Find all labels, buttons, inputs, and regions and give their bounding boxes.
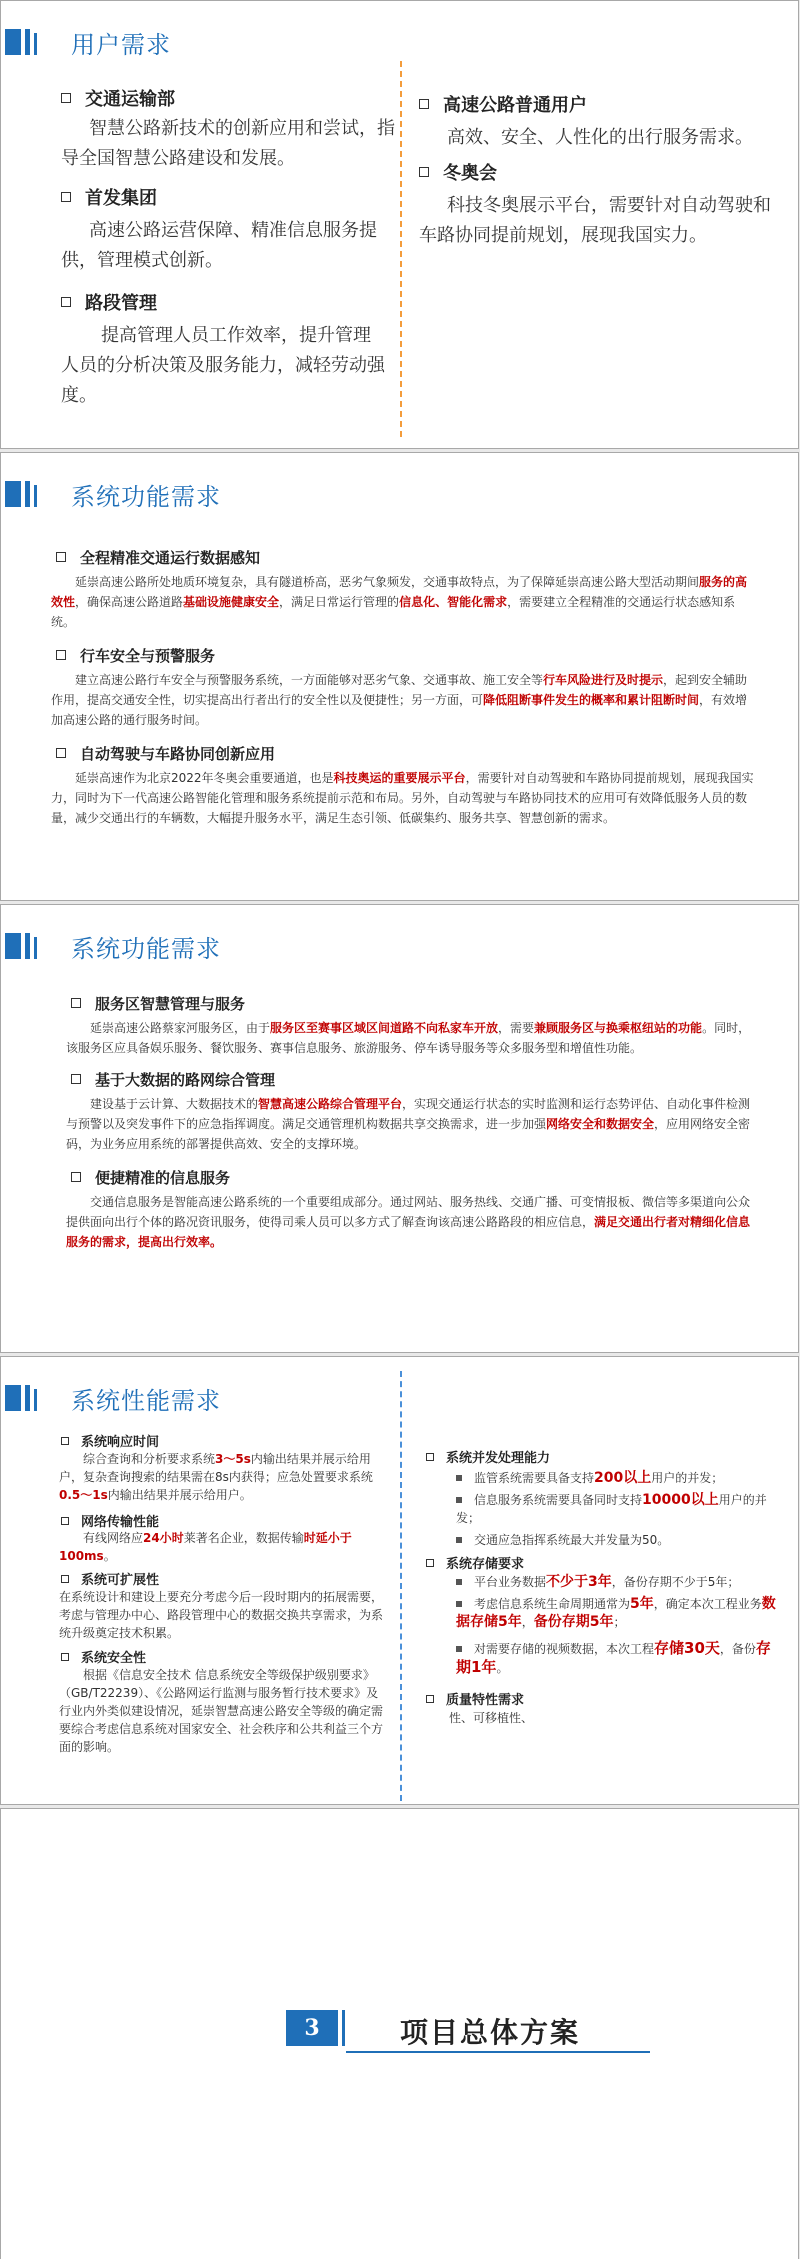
requirement-heading: 系统安全性 <box>61 1647 146 1666</box>
requirement-text: 延崇高速公路蔡家河服务区，由于服务区至赛事区域区间道路不向私家车开放，需要兼顾服务区与换乘枢纽站的功能。同时，该服务区应具备娱乐服务、餐饮服务、赛事信息服务、旅游服务、停车诱导服务等众多服务型和增值性功能。 <box>66 1021 751 1055</box>
list-item: 平台业务数据不少于3年，备份存期不少于5年； <box>456 1573 776 1591</box>
user-text: 提高管理人员工作效率，提升管理人员的分析决策及服务能力，减轻劳动强度。 <box>61 325 385 406</box>
user-text: 高速公路运营保障、精准信息服务提供，管理模式创新。 <box>61 220 377 271</box>
requirement-heading: 系统并发处理能力 <box>426 1447 550 1466</box>
requirement-text: 有线网络应24小时莱著名企业，数据传输时延小于100ms。 <box>59 1531 352 1563</box>
slide-functional-requirements-2 <box>0 904 799 1353</box>
requirement-text: 建立高速公路行车安全与预警服务系统，一方面能够对恶劣气象、交通事故、施工安全等行车风险进行及时提示，起到安全辅助作用，提高交通安全性，切实提高出行者出行的安全性以及便捷性；另一方面，可降低阻断事件发生的概率和累计阻断时间，有效增加高速公路的通行服务时间。 <box>51 673 748 727</box>
section-divider-bar <box>342 2010 345 2046</box>
user-heading: 交通运输部 <box>61 85 175 111</box>
requirement-heading: 系统响应时间 <box>61 1431 159 1450</box>
bullet-icon <box>71 998 81 1008</box>
requirement-heading: 服务区智慧管理与服务 <box>71 993 245 1014</box>
requirement-text: 交通信息服务是智能高速公路系统的一个重要组成部分。通过网站、服务热线、交通广播、可变情报板、微信等多渠道向公众提供面向出行个体的路况资讯服务，使得司乘人员可以多方式了解查询该高速公路路段的相应信息，满足交通出行者对精细化信息服务的需求，提高出行效率。 <box>66 1195 751 1249</box>
requirement-text: 根据《信息安全技术 信息系统安全等级保护级别要求》（GB/T22239）、《公路网运行监测与服务暂行技术要求》及行业内外类似建设情况，延崇智慧高速公路安全等级的确定需要综合考虑信息系统对国家安全、社会秩序和公共利益三个方面的影响。 <box>59 1668 384 1754</box>
column-divider <box>400 61 402 437</box>
requirement-heading: 全程精准交通运行数据感知 <box>56 547 260 568</box>
bullet-icon <box>61 1575 69 1583</box>
square-bullet-icon <box>456 1537 462 1543</box>
bullet-icon <box>61 1517 69 1525</box>
bullet-icon <box>61 93 71 103</box>
bullet-icon <box>56 552 66 562</box>
requirement-heading: 质量特性需求 <box>426 1689 524 1708</box>
bullet-icon <box>71 1074 81 1084</box>
requirement-text: 建设基于云计算、大数据技术的智慧高速公路综合管理平台，实现交通运行状态的实时监测和运行态势评估、自动化事件检测与预警以及突发事件下的应急指挥调度。满足交通管理机构数据共享交换需求，进一步加强网络安全和数据安全，应用网络安全密码，为业务应用系统的部署提供高效、安全的支撑环境。 <box>66 1097 751 1151</box>
square-bullet-icon <box>456 1475 462 1481</box>
list-item: 信息服务系统需要具备同时支持10000以上用户的并发； <box>456 1492 767 1525</box>
user-heading: 冬奥会 <box>419 159 497 185</box>
square-bullet-icon <box>456 1497 462 1503</box>
requirement-text: 综合查询和分析要求系统3～5s内输出结果并展示给用户，复杂查询搜索的结果需在8s内获得；应急处置要求系统0.5～1s内输出结果并展示给用户。 <box>59 1452 373 1502</box>
slide-title: 系统功能需求 <box>71 483 221 511</box>
list-item: 对需要存储的视频数据，本次工程存储30天，备份存期1年。 <box>456 1639 771 1676</box>
requirement-text: 性、可移植性、 <box>449 1711 534 1725</box>
requirement-heading: 网络传输性能 <box>61 1511 159 1530</box>
user-heading: 路段管理 <box>61 289 157 315</box>
list-item: 考虑信息系统生命周期通常为5年，确定本次工程业务数据存储5年，备份存期5年； <box>456 1596 776 1630</box>
slide-title: 系统功能需求 <box>71 935 221 963</box>
slide-title: 系统性能需求 <box>71 1387 221 1415</box>
section-title: 项目总体方案 <box>400 2016 581 2049</box>
requirement-heading: 行车安全与预警服务 <box>56 645 215 666</box>
bullet-icon <box>426 1695 434 1703</box>
square-bullet-icon <box>456 1601 462 1607</box>
section-number-badge: 3 <box>286 2010 338 2046</box>
bullet-icon <box>61 1653 69 1661</box>
bullet-icon <box>61 1437 69 1445</box>
bullet-icon <box>61 192 71 202</box>
user-text: 科技冬奥展示平台，需要针对自动驾驶和车路协同提前规划，展现我国实力。 <box>419 195 771 246</box>
list-item: 交通应急指挥系统最大并发量为50。 <box>456 1531 776 1549</box>
slide-user-requirements <box>0 0 799 449</box>
square-bullet-icon <box>456 1646 462 1652</box>
bullet-icon <box>419 99 429 109</box>
requirement-heading: 基于大数据的路网综合管理 <box>71 1069 275 1090</box>
list-item: 监管系统需要具备支持200以上用户的并发； <box>456 1469 776 1487</box>
bullet-icon <box>56 748 66 758</box>
bullet-icon <box>426 1559 434 1567</box>
slide-performance-requirements <box>0 1356 799 1805</box>
column-divider <box>400 1371 402 1801</box>
square-bullet-icon <box>456 1579 462 1585</box>
requirement-heading: 便捷精准的信息服务 <box>71 1167 230 1188</box>
requirement-heading: 系统可扩展性 <box>61 1569 159 1588</box>
user-text: 高效、安全、人性化的出行服务需求。 <box>447 127 753 148</box>
user-heading: 首发集团 <box>61 184 157 210</box>
requirement-heading: 系统存储要求 <box>426 1553 524 1572</box>
slide-functional-requirements-1 <box>0 452 799 901</box>
user-text: 智慧公路新技术的创新应用和尝试，指导全国智慧公路建设和发展。 <box>61 118 395 169</box>
slide-title: 用户需求 <box>71 31 171 59</box>
requirement-text: 在系统设计和建设上要充分考虑今后一段时期内的拓展需要，考虑与管理办中心、路段管理中心的数据交换共享需求，为系统升级奠定技术积累。 <box>59 1590 384 1640</box>
requirement-text: 延崇高速公路所处地质环境复杂，具有隧道桥高，恶劣气象频发，交通事故特点，为了保障延崇高速公路大型活动期间服务的高效性，确保高速公路道路基础设施健康安全，满足日常运行管理的信息化、智能化需求，需要建立全程精准的交通运行状态感知系统。 <box>51 575 748 629</box>
bullet-icon <box>419 167 429 177</box>
bullet-icon <box>426 1453 434 1461</box>
bullet-icon <box>61 297 71 307</box>
requirement-text: 延崇高速作为北京2022年冬奥会重要通道，也是科技奥运的重要展示平台，需要针对自动驾驶和车路协同提前规划，展现我国实力，同时为下一代高速公路智能化管理和服务系统提前示范和布局。另外，自动驾驶与车路协同技术的应用可有效降低服务人员的数量，减少交通出行的车辆数，大幅提升服务水平，满足生态引领、低碳集约、服务共享、智慧创新的需求。 <box>51 771 754 825</box>
section-underline <box>346 2051 650 2053</box>
bullet-icon <box>71 1172 81 1182</box>
requirement-heading: 自动驾驶与车路协同创新应用 <box>56 743 275 764</box>
user-heading: 高速公路普通用户 <box>419 91 587 117</box>
bullet-icon <box>56 650 66 660</box>
